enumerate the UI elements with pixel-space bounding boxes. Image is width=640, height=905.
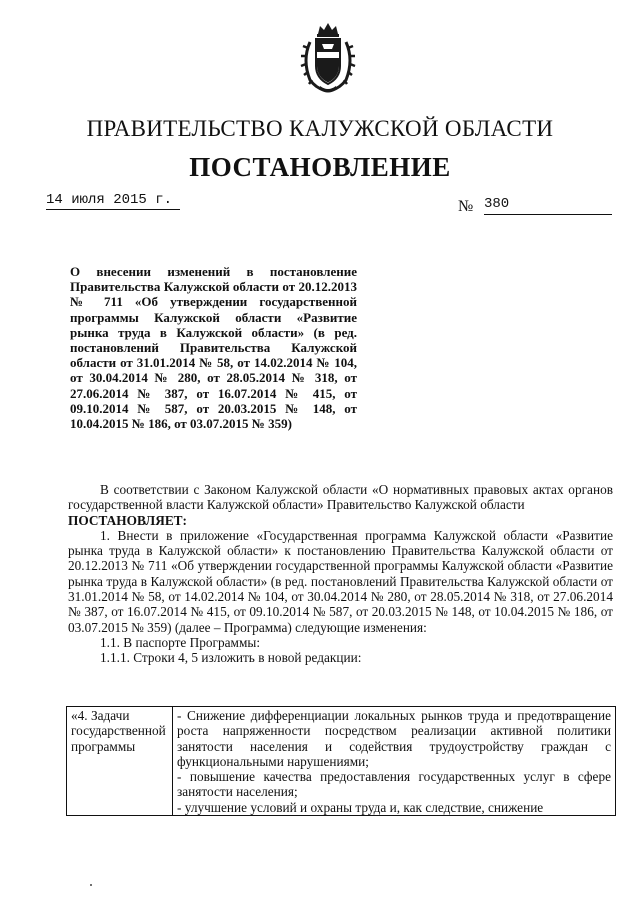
coat-of-arms-emblem (298, 20, 358, 94)
document-subject: О внесении изменений в постановление Правительства Калужской области от 20.12.2013 № 711 «Об утверждении государственной программы Калужской области «Развитие рынка труда в Калужской области» (в ред. постановлений Правительства Калужской области от 31.01.2014 № 58, от 14.02.2014 № 104, от 30.04.2014 № 280, от 28.05.2014 № 318, от 27.06.2014 № 387, от 16.07.2014 № 415, от 09.10.2014 № 587, от 20.03.2015 № 148, от 10.04.2015 № 186, от 03.07.2015 № 359) (70, 264, 357, 432)
resolves-paragraph (68, 513, 613, 528)
table-row (67, 707, 616, 816)
document-body (68, 482, 613, 666)
row-label-cell: «4. Задачи государственной программы (67, 707, 173, 816)
program-passport-table (66, 706, 616, 816)
task-item: - повышение качества предоставления государственных услуг в сфере занятости населения; (177, 769, 611, 800)
document-date: 14 июля 2015 г. (46, 192, 180, 210)
document-type: ПОСТАНОВЛЕНИЕ (189, 152, 451, 182)
document-number: 380 (484, 196, 612, 215)
resolves-word: ПОСТАНОВЛЯЕТ: (68, 512, 187, 528)
task-item: - улучшение условий и охраны труда и, как следствие, снижение (177, 799, 544, 815)
item-1: 1. Внести в приложение «Государственная программа Калужской области «Развитие рынка труда в Калужской области» к постановлению Правительства Калужской области от 20.12.2013 № 711 «Об утверждении государственной программы Калужской области «Развитие рынка труда в Калужской области» (в ред. постановлений Правительства Калужской области от 31.01.2014 № 58, от 14.02.2014 № 104, от 30.04.2014 № 280, от 28.05.2014 № 318, от 27.06.2014 № 387, от 16.07.2014 № 415, от 09.10.2014 № 587, от 20.03.2015 № 148, от 10.04.2015 № 186, от 03.07.2015 № 359) (далее – Программа) следующие изменения: (68, 527, 613, 635)
scan-speck (90, 884, 92, 886)
preamble-paragraph (68, 482, 613, 513)
item-1-1: 1.1. В паспорте Программы: (100, 634, 261, 650)
row-content-cell (173, 707, 616, 816)
task-item: - Снижение дифференциации локальных рынков труда и предотвращение роста напряженности посредством реализации активной политики занятости населения и содействия трудоустройству граждан с функциональными нарушениями; (177, 708, 611, 769)
preamble-text: В соответствии с Законом Калужской области «О нормативных правовых актах органов государственной власти Калужской области» Правительство Калужской области (68, 482, 613, 513)
item-1-1-1: 1.1.1. Строки 4, 5 изложить в новой редакции: (100, 650, 362, 666)
number-sign: № (458, 198, 474, 215)
government-title: ПРАВИТЕЛЬСТВО КАЛУЖСКОЙ ОБЛАСТИ (86, 116, 554, 141)
